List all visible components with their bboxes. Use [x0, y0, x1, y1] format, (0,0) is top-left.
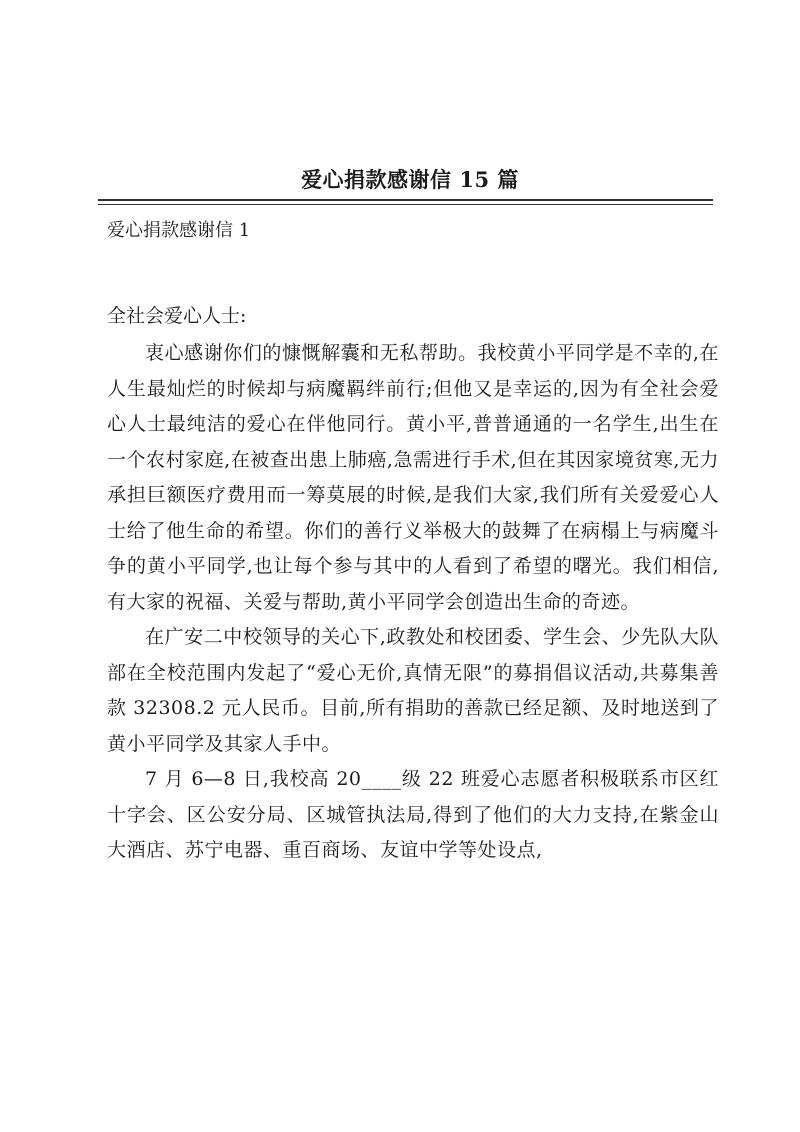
- document-title: 爱心捐款感谢信 15 篇: [301, 167, 519, 192]
- paragraph: 衷心感谢你们的慷慨解囊和无私帮助。我校黄小平同学是不幸的,在人生最灿烂的时候却与病魔羁绊前行;但他又是幸运的,因为有全社会爱心人士最纯洁的爱心在伴他同行。黄小平,普普通通的一名学生,出生在一个农村家庭,在被查出患上肺癌,急需进行手术,但在其因家境贫寒,无力承担巨额医疗费用而一筹莫展的时候,是我们大家,我们所有关爱爱心人士给了他生命的希望。你们的善行义举极大的鼓舞了在病榻上与病魔斗争的黄小平同学,也让每个参与其中的人看到了希望的曙光。我们相信,有大家的祝福、关爱与帮助,黄小平同学会创造出生命的奇迹。: [107, 342, 719, 613]
- title-divider-thick: [98, 199, 713, 201]
- title-divider-thin: [98, 204, 713, 205]
- letter-body: [107, 336, 719, 869]
- section-heading: 爱心捐款感谢信 1: [107, 220, 251, 241]
- paragraph: 在广安二中校领导的关心下,政教处和校团委、学生会、少先队大队部在全校范围内发起了“爱心无价,真情无限”的募捐倡议活动,共募集善款 32308.2 元人民币。目前,所有捐助的善款已经足额、及时地送到了黄小平同学及其家人手中。: [107, 626, 719, 755]
- paragraph: 7 月 6—8 日,我校高 20____级 22 班爱心志愿者积极联系市区红十字会、区公安分局、区城管执法局,得到了他们的大力支持,在紫金山大酒店、苏宁电器、重百商场、友谊中学等处设点,: [107, 768, 719, 861]
- salutation: 全社会爱心人士:: [107, 305, 247, 327]
